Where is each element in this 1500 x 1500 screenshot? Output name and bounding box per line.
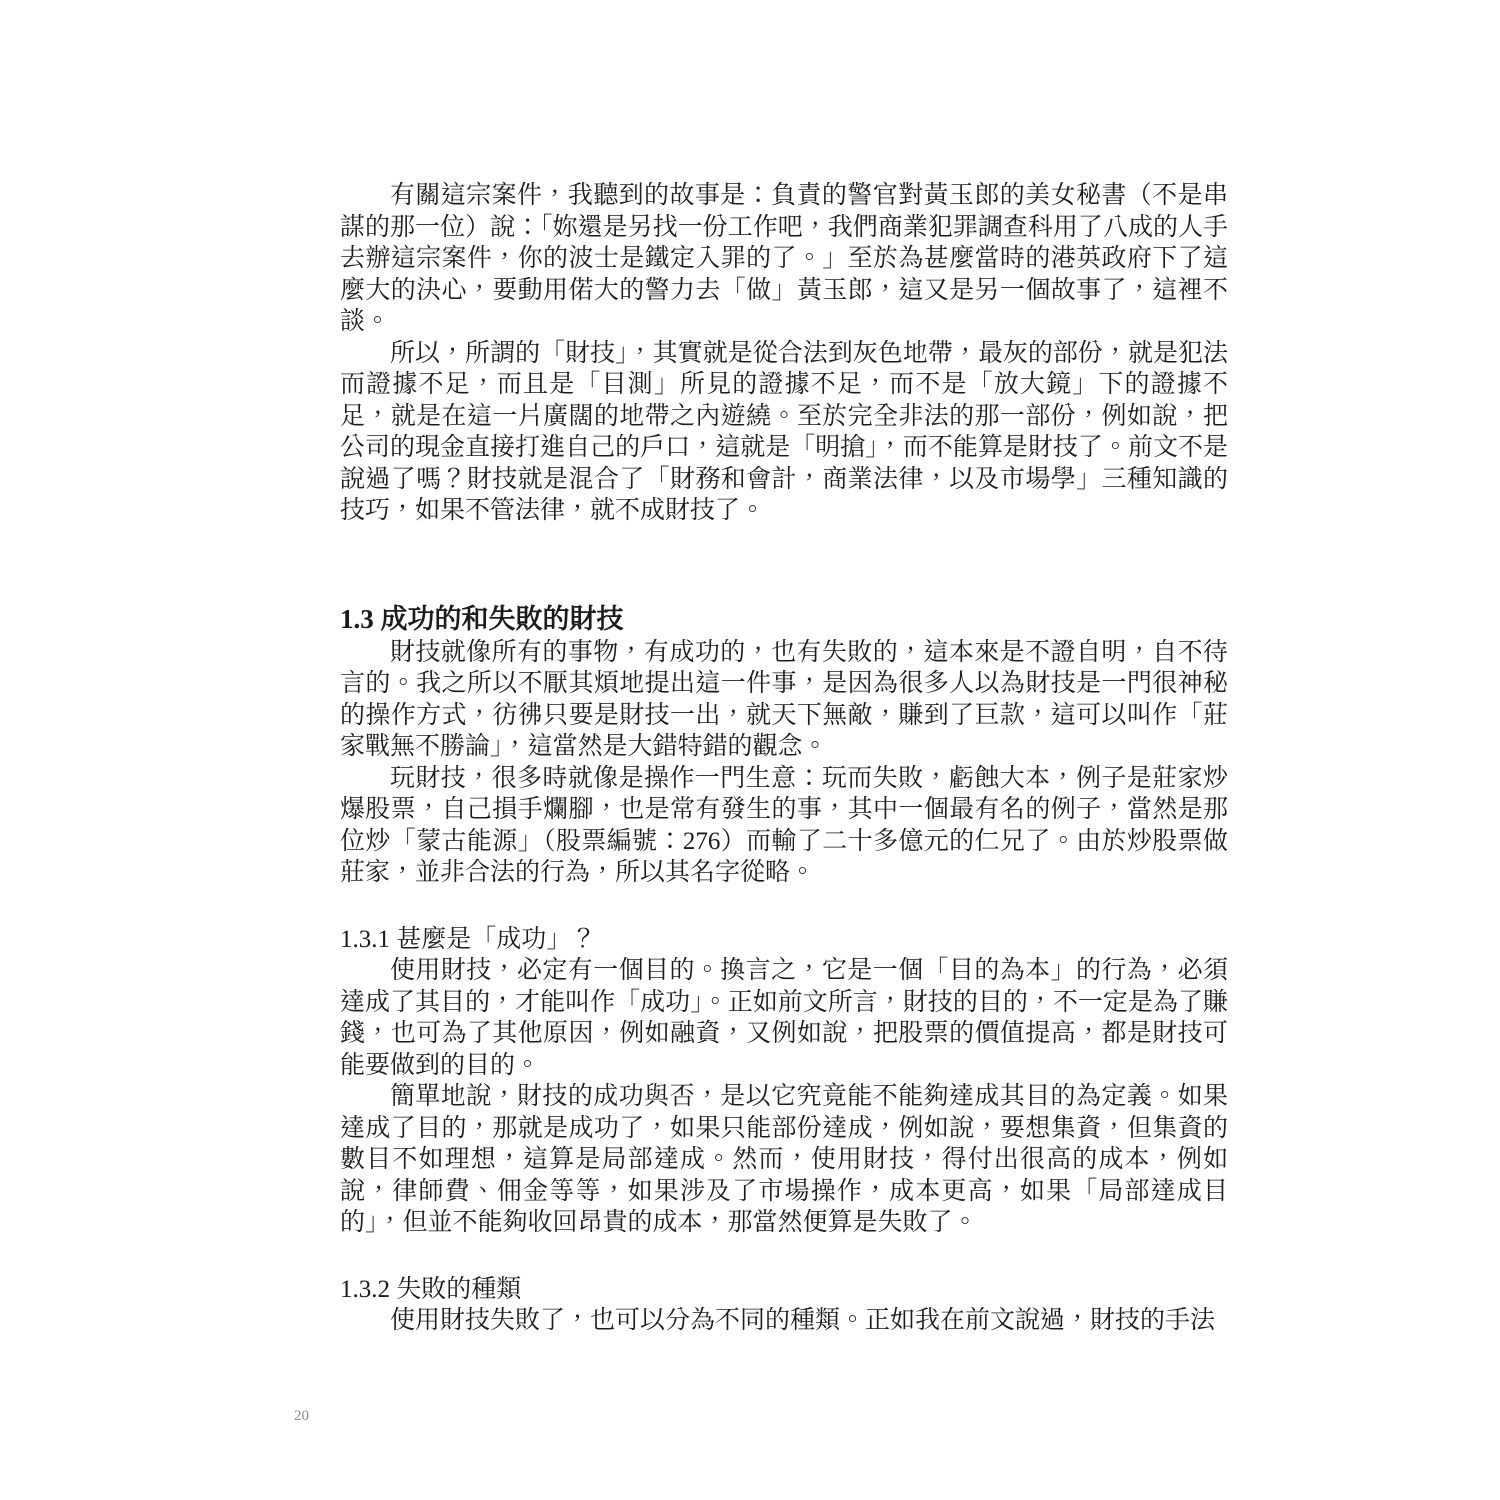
- subsection-heading: 1.3.2 失敗的種類: [340, 1275, 522, 1303]
- paragraph: 使用財技，必定有一個目的。換言之，它是一個「目的為本」的行為，必須達成了其目的，才能叫作「成功」。正如前文所言，財技的目的，不一定是為了賺錢，也可為了其他原因，例如融資，又例如說，把股票的價值提高，都是財技可能要做到的目的。: [340, 957, 1228, 1079]
- section-heading: 1.3 成功的和失敗的財技: [340, 603, 624, 634]
- page-number: 20: [294, 1408, 309, 1424]
- paragraph: 玩財技，很多時就像是操作一門生意：玩而失敗，虧蝕大本，例子是莊家炒爆股票，自己損手爛腳，也是常有發生的事，其中一個最有名的例子，當然是那位炒「蒙古能源」（股票編號：276）而輸了二十多億元的仁兄了。由於炒股票做莊家，並非合法的行為，所以其名字從略。: [340, 764, 1228, 886]
- paragraph: 有關這宗案件，我聽到的故事是：負責的警官對黃玉郎的美女秘書（不是串謀的那一位）說：「妳還是另找一份工作吧，我們商業犯罪調查科用了八成的人手去辦這宗案件，你的波士是鐵定入罪的了。」至於為甚麼當時的港英政府下了這麼大的決心，要動用偌大的警力去「做」黃玉郎，這又是另一個故事了，這裡不談。: [340, 182, 1228, 335]
- paragraph: 簡單地說，財技的成功與否，是以它究竟能不能夠達成其目的為定義。如果達成了目的，那就是成功了，如果只能部份達成，例如說，要想集資，但集資的數目不如理想，這算是局部達成。然而，使用財技，得付出很高的成本，例如說，律師費、佣金等等，如果涉及了市場操作，成本更高，如果「局部達成目的」，但並不能夠收回昂貴的成本，那當然便算是失敗了。: [340, 1083, 1228, 1236]
- subsection-heading: 1.3.1 甚麼是「成功」？: [340, 925, 597, 953]
- paragraph: 財技就像所有的事物，有成功的，也有失敗的，這本來是不證自明，自不待言的。我之所以不厭其煩地提出這一件事，是因為很多人以為財技是一門很神秘的操作方式，彷彿只要是財技一出，就天下無敵，賺到了巨款，這可以叫作「莊家戰無不勝論」，這當然是大錯特錯的觀念。: [340, 638, 1228, 760]
- page-content: [340, 180, 1228, 1337]
- paragraph: 所以，所謂的「財技」，其實就是從合法到灰色地帶，最灰的部份，就是犯法而證據不足，而且是「目測」所見的證據不足，而不是「放大鏡」下的證據不足，就是在這一片廣闊的地帶之內遊繞。至於完全非法的那一部份，例如說，把公司的現金直接打進自己的戶口，這就是「明搶」，而不能算是財技了。前文不是說過了嗎？財技就是混合了「財務和會計，商業法律，以及市場學」三種知識的技巧，如果不管法律，就不成財技了。: [340, 339, 1228, 524]
- paragraph: 使用財技失敗了，也可以分為不同的種類。正如我在前文說過，財技的手法: [390, 1307, 1216, 1334]
